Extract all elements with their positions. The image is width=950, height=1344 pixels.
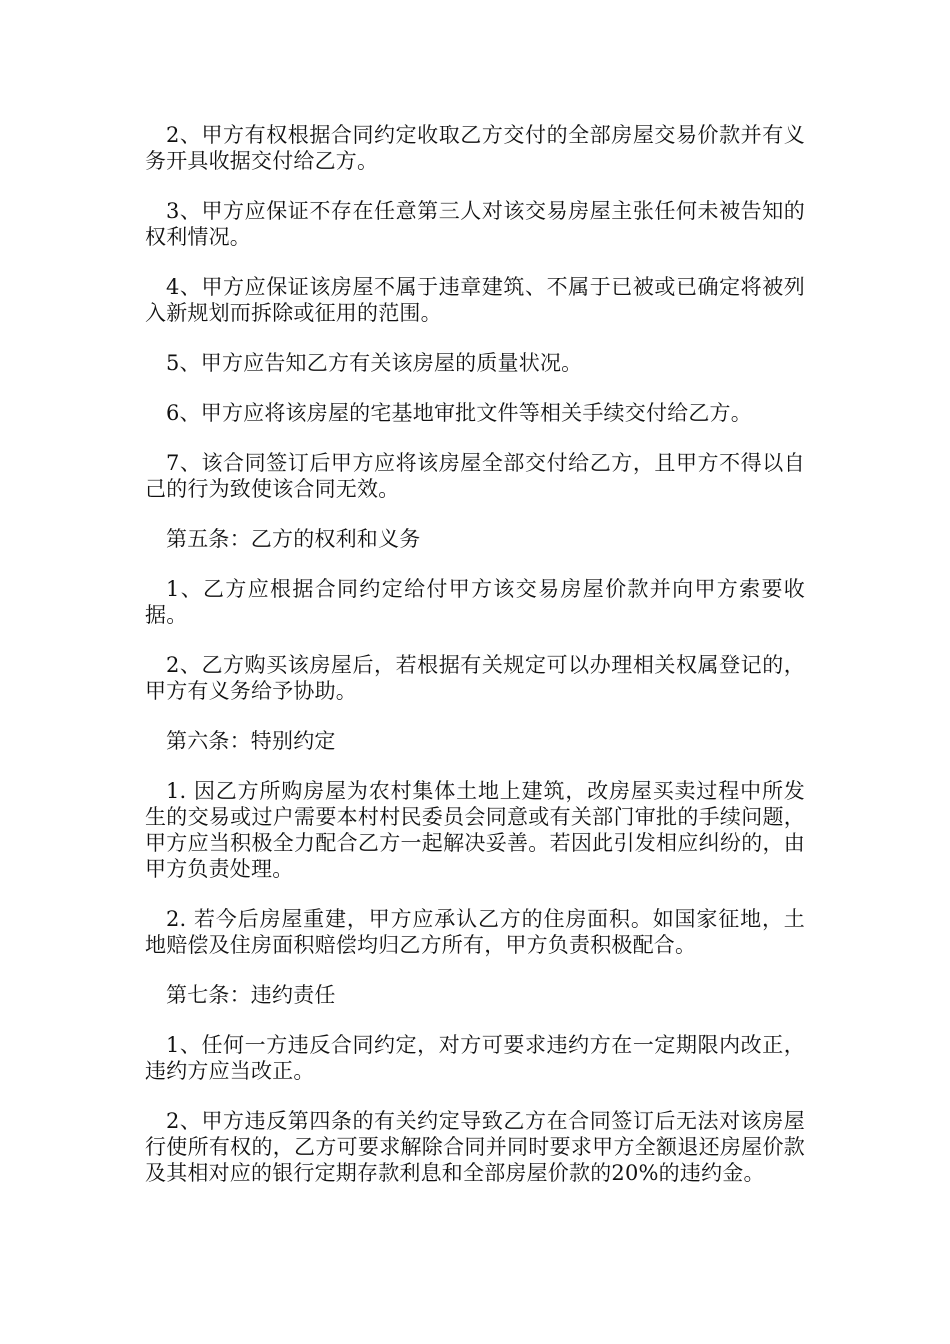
clause-6-2: 2. 若今后房屋重建，甲方应承认乙方的住房面积。如国家征地，土地赔偿及住房面积赔偿均归乙方所有，甲方负责积极配合。 [145,907,805,957]
clause-7-1: 1、任何一方违反合同约定，对方可要求违约方在一定期限内改正，违约方应当改正。 [145,1033,805,1083]
clause-4-3: 3、甲方应保证不存在任意第三人对该交易房屋主张任何未被告知的权利情况。 [145,199,805,249]
clause-5-2: 2、乙方购买该房屋后，若根据有关规定可以办理相关权属登记的，甲方有义务给予协助。 [145,653,805,703]
article-6-heading: 第六条：特别约定 [166,729,336,753]
clause-4-6: 6、甲方应将该房屋的宅基地审批文件等相关手续交付给乙方。 [166,401,752,425]
clause-4-5: 5、甲方应告知乙方有关该房屋的质量状况。 [166,351,583,375]
article-5-heading: 第五条：乙方的权利和义务 [166,527,421,551]
clause-7-2: 2、甲方违反第四条的有关约定导致乙方在合同签订后无法对该房屋行使所有权的，乙方可要求解除合同并同时要求甲方全额退还房屋价款及其相对应的银行定期存款利息和全部房屋价款的20%的违约金。 [145,1109,805,1185]
document-body [145,122,805,1210]
article-7-heading: 第七条：违约责任 [166,983,336,1007]
clause-5-1: 1、乙方应根据合同约定给付甲方该交易房屋价款并向甲方索要收据。 [145,577,805,627]
clause-4-4: 4、甲方应保证该房屋不属于违章建筑、不属于已被或已确定将被列入新规划而拆除或征用的范围。 [145,275,805,325]
clause-4-2: 2、甲方有权根据合同约定收取乙方交付的全部房屋交易价款并有义务开具收据交付给乙方。 [145,123,805,173]
clause-6-1: 1. 因乙方所购房屋为农村集体土地上建筑，改房屋买卖过程中所发生的交易或过户需要本村村民委员会同意或有关部门审批的手续问题，甲方应当积极全力配合乙方一起解决妥善。若因此引发相应纠纷的，由甲方负责处理。 [145,779,805,881]
clause-4-7: 7、该合同签订后甲方应将该房屋全部交付给乙方，且甲方不得以自己的行为致使该合同无效。 [145,451,805,501]
